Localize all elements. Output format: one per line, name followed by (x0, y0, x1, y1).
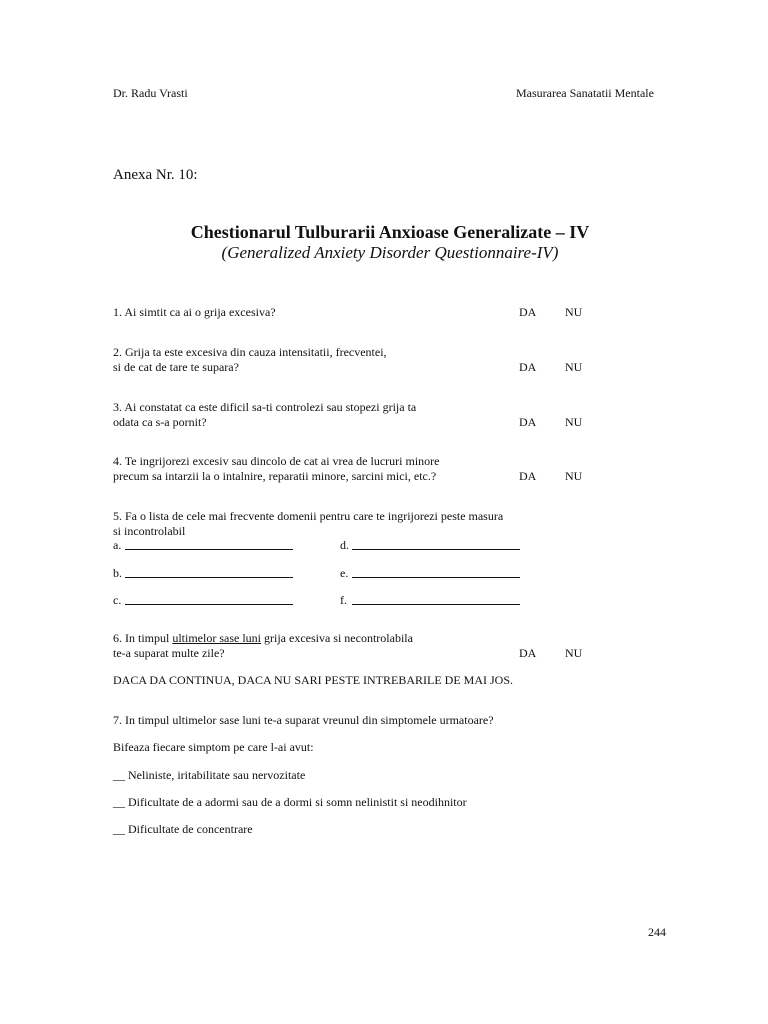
blank-field-f[interactable] (340, 593, 347, 608)
question-1-yes[interactable]: DA (519, 305, 537, 319)
blank-label-c: c. (113, 593, 122, 607)
question-6-no[interactable]: NU (565, 646, 583, 660)
blank-line-d[interactable] (352, 549, 520, 550)
question-4-yes[interactable]: DA (519, 469, 537, 483)
symptom-restlessness[interactable]: __ Neliniste, iritabilitate sau nervozitate (113, 768, 306, 782)
blank-label-f: f. (340, 593, 347, 607)
blank-line-e[interactable] (352, 577, 520, 578)
blank-label-e: e. (340, 566, 349, 580)
question-6-text-line1 (113, 631, 413, 646)
blank-label-d: d. (340, 538, 349, 552)
blank-field-b[interactable] (113, 566, 122, 581)
question-4-text-line2: precum sa intarzii la o intalnire, reparatii minore, sarcini mici, etc.? (113, 469, 437, 483)
blank-line-f[interactable] (352, 604, 520, 605)
blank-field-c[interactable] (113, 593, 121, 608)
blank-label-b: b. (113, 566, 122, 580)
question-3-text-line2: odata ca s-a pornit? (113, 415, 207, 429)
blank-line-a[interactable] (125, 549, 293, 550)
question-2-yes[interactable]: DA (519, 360, 537, 374)
question-2-text-line1: 2. Grija ta este excesiva din cauza intensitatii, frecventei, (113, 345, 387, 359)
question-3-text-line1: 3. Ai constatat ca este dificil sa-ti controlezi sau stopezi grija ta (113, 400, 417, 414)
page-subtitle: (Generalized Anxiety Disorder Questionnaire-IV) (221, 243, 559, 262)
question-5-text-line1: 5. Fa o lista de cele mai frecvente domenii pentru care te ingrijorezi peste masura (113, 509, 504, 523)
question-6-emphasis: ultimelor sase luni (172, 631, 261, 645)
blank-line-b[interactable] (125, 577, 293, 578)
page-title: Chestionarul Tulburarii Anxioase Generalizate – IV (190, 222, 590, 242)
question-2-text-line2: si de cat de tare te supara? (113, 360, 239, 374)
annex-label: Anexa Nr. 10: (113, 167, 198, 183)
question-4-no[interactable]: NU (565, 469, 583, 483)
blank-line-c[interactable] (125, 604, 293, 605)
blank-label-a: a. (113, 538, 122, 552)
question-6-text-line2: te-a suparat multe zile? (113, 646, 225, 660)
skip-instruction: DACA DA CONTINUA, DACA NU SARI PESTE INTREBARILE DE MAI JOS. (113, 673, 514, 687)
symptom-sleep-difficulty[interactable]: __ Dificultate de a adormi sau de a dormi si somn nelinistit si neodihnitor (113, 795, 467, 809)
question-7-text: 7. In timpul ultimelor sase luni te-a suparat vreunul din simptomele urmatoare? (113, 713, 494, 727)
page-number: 244 (648, 925, 666, 939)
blank-field-a[interactable] (113, 538, 121, 553)
check-instruction: Bifeaza fiecare simptom pe care l-ai avut: (113, 740, 314, 754)
blank-field-e[interactable] (340, 566, 348, 581)
question-2-no[interactable]: NU (565, 360, 583, 374)
blank-field-d[interactable] (340, 538, 349, 553)
question-6-suffix: grija excesiva si necontrolabila (261, 631, 413, 645)
question-1-text: 1. Ai simtit ca ai o grija excesiva? (113, 305, 276, 319)
question-3-yes[interactable]: DA (519, 415, 537, 429)
symptom-concentration[interactable]: __ Dificultate de concentrare (113, 822, 253, 836)
question-1-no[interactable]: NU (565, 305, 583, 319)
header-author: Dr. Radu Vrasti (113, 86, 188, 100)
question-6-prefix: 6. In timpul (113, 631, 173, 645)
question-3-no[interactable]: NU (565, 415, 583, 429)
question-5-text-line2: si incontrolabil (113, 524, 186, 538)
header-book-title: Masurarea Sanatatii Mentale (516, 86, 654, 100)
question-6-yes[interactable]: DA (519, 646, 537, 660)
question-4-text-line1: 4. Te ingrijorezi excesiv sau dincolo de cat ai vrea de lucruri minore (113, 454, 440, 468)
